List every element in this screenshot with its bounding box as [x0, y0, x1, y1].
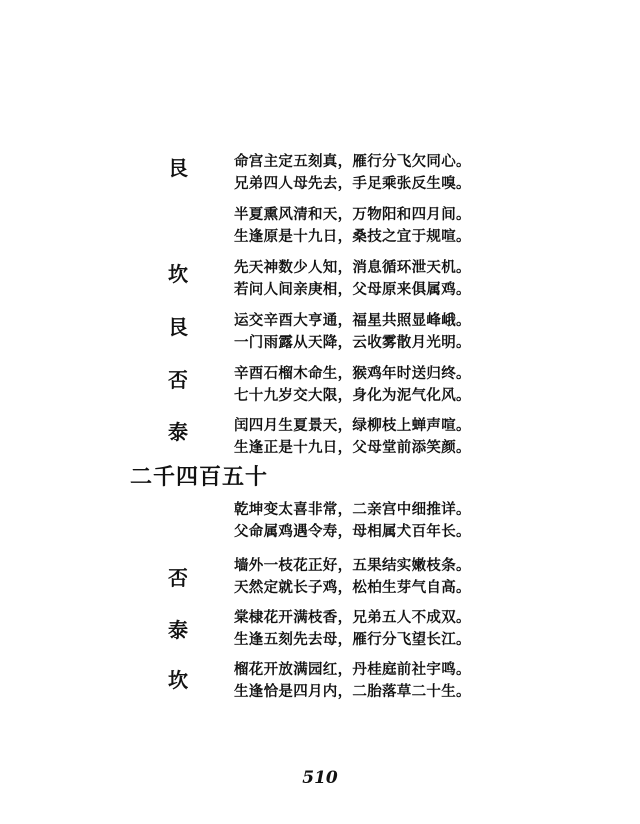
verse-block [0, 416, 640, 460]
verse-line: 若问人间亲庚相，父母原来俱属鸡。 [234, 281, 471, 298]
verse-block [0, 364, 640, 408]
verse-block [0, 258, 640, 302]
verse-line: 棠棣花开满枝香，兄弟五人不成双。 [234, 609, 471, 626]
verse-block [0, 608, 640, 652]
trigram-label: 否 [168, 368, 188, 392]
page-number: 510 [302, 768, 338, 788]
trigram-label: 艮 [168, 156, 188, 180]
trigram-label: 泰 [168, 618, 188, 642]
trigram-label: 坎 [168, 262, 188, 286]
verse-line: 天然定就长子鸡，松柏生芽气自高。 [234, 579, 471, 596]
verse-block [0, 205, 640, 249]
verse-line: 生逢原是十九日，桑技之宜于规喧。 [234, 228, 471, 245]
verse-line: 命宫主定五刻真，雁行分飞欠同心。 [234, 153, 471, 170]
verse-line: 父命属鸡遇令寿，母相属犬百年长。 [234, 523, 471, 540]
verse-block [0, 152, 640, 196]
verse-line: 七十九岁交大限，身化为泥气化风。 [234, 387, 471, 404]
verse-line: 一门雨露从天降，云收雾散月光明。 [234, 334, 471, 351]
verse-line: 运交辛酉大亨通，福星共照显峰峨。 [234, 312, 471, 329]
verse-line: 闰四月生夏景天，绿柳枝上蝉声喧。 [234, 417, 471, 434]
trigram-label: 否 [168, 566, 188, 590]
trigram-label: 坎 [168, 668, 188, 692]
verse-block [0, 556, 640, 600]
verse-line: 榴花开放满园红，丹桂庭前社宇鸣。 [234, 661, 471, 678]
verse-line: 半夏熏风清和天，万物阳和四月间。 [234, 206, 471, 223]
trigram-label: 泰 [168, 420, 188, 444]
verse-line: 乾坤变太喜非常，二亲宫中细推详。 [234, 501, 471, 518]
verse-line: 辛酉石榴木命生，猴鸡年时送归终。 [234, 365, 471, 382]
verse-line: 生逢恰是四月内，二胎落草二十生。 [234, 683, 471, 700]
verse-block [0, 311, 640, 355]
section-title: 二千四百五十 [130, 464, 269, 490]
verse-line: 先天神数少人知，消息循环泄天机。 [234, 259, 471, 276]
verse-line: 墙外一枝花正好，五果结实嫩枝条。 [234, 557, 471, 574]
verse-line: 兄弟四人母先去，手足乘张反生嗅。 [234, 175, 471, 192]
trigram-label: 艮 [168, 315, 188, 339]
verse-block [0, 660, 640, 704]
verse-line: 生逢五刻先去母，雁行分飞望长江。 [234, 631, 471, 648]
verse-line: 生逢正是十九日，父母堂前添笑颜。 [234, 439, 471, 456]
verse-block [0, 500, 640, 544]
